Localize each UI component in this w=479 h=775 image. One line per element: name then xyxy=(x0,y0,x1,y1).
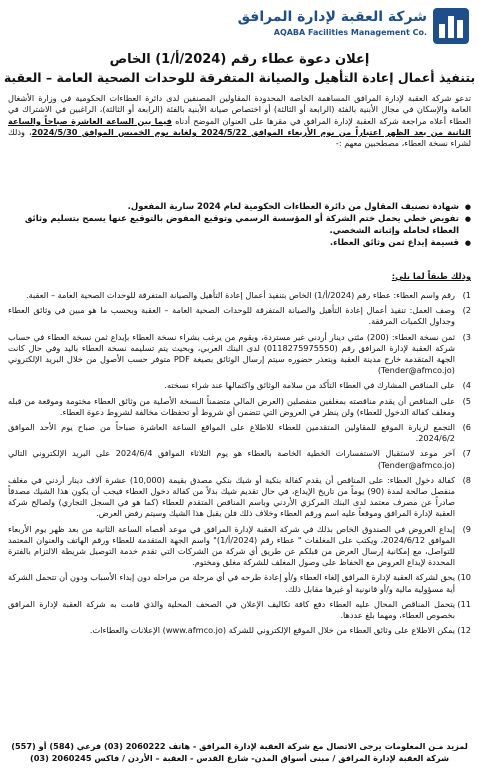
term-item xyxy=(8,332,471,377)
term-text: ثمن نسخة العطاء: (200) مئتي دينار أردني غير مستردة، ويقوم من يرغب بشراء نسخة العطاء بإيداع ثمن نسخة العطاء في حساب شركة العقبة لإدارة المرافق رقم (0118275975550) لدى البنك العربي، وبحيث يتم تسليمه نسخة العطاء باليد وفي حال كانت الجهة المتقدمة خارج مدينة العقبة ويتعذر حضوره سيتم إرسال الوثائق بصيغة PDF متوفر حسب الأصول من خلال البريد الإلكتروني (Tender@afmco.jo) xyxy=(8,331,456,376)
header xyxy=(8,6,471,50)
term-text: إيداع العروض في الصندوق الخاص بذلك في شركة العقبة لإدارة المرافق في موعد أقصاه الساعة الثانية من بعد ظهر يوم الأربعاء الموافق 2024/6/12، ويكتب على المغلفات " عطاء رقم (2024/أ/1)" واسم الجهة المتقدمة للعطاء ورقم الهاتف والعنوان المعتمد للتواصل، مع إمكانية إرسال العرض من قبلكم عن طريق أي شركة من الشركات التي تقدم خدمة التوصيل شريطة الالتزام بالفترة المحددة لإيداع العروض مع الحفاظ على وصول المغلف للشركة مغلق ومختوم. xyxy=(8,523,456,568)
term-number: 3) xyxy=(462,331,471,342)
term-number: 7) xyxy=(462,448,471,459)
requirement-item: ● تفويض خطي يحمل ختم الشركة أو المؤسسة الرسمي وتوقيع المفوض بالتوقيع عنها يسمح بتسليم وثائق العطاء لحامله وإثباته الشخصي. xyxy=(8,213,471,237)
term-text: رقم واسم العطاء: عطاء رقم (2024/أ/1) الخاص بتنفيذ أعمال إعادة التأهيل والصيانة المتفرقة للوحدات الصحية العامة – العقبة. xyxy=(26,290,455,300)
requirement-item: ● شهادة تصنيف المقاول من دائرة العطاءات الحكومية لعام 2024 سارية المفعول. xyxy=(8,201,471,213)
contact-footer xyxy=(8,740,471,764)
term-number: 8) xyxy=(462,474,471,485)
requirements-list xyxy=(8,201,471,249)
company-name-block xyxy=(238,8,427,37)
term-item xyxy=(8,572,471,594)
term-item xyxy=(8,599,471,621)
contact-line-1: لمزيد مـن المعلومات يرجى الاتصال مع شركة العقبة لإدارة المرافق - هاتف 2060222 (03) فرعي (584) أو (557) xyxy=(11,741,468,751)
company-name-en: AQABA Facilities Management Co. xyxy=(273,28,427,37)
term-number: 10) xyxy=(457,572,471,583)
requirement-item: ● قسيمة إيداع ثمن وثائق العطاء. xyxy=(8,237,471,249)
term-item xyxy=(8,380,471,391)
term-number: 12) xyxy=(457,625,471,636)
term-text: يحق لشركة العقبة لإدارة المرافق إلغاء العطاء و/أو إعادة طرحه في أي مرحلة من مراحله دون إبداء الأسباب ودون أن تتحمل الشركة أية مسؤولية مالية و/أو قانونية أو غيرها مقابل ذلك. xyxy=(8,572,455,594)
terms-list xyxy=(8,290,471,640)
intro-dates: فيما بين الساعة العاشرة صباحاً والساعة الثانية من بعد الظهر اعتباراً من يوم الأربعاء الموافق 2024/5/22 ولغاية يوم الخميس الموافق 2024/5/30 xyxy=(8,115,471,137)
term-text: على المناقص المشارك في العطاء التأكد من سلامة الوثائق واكتمالها عند شراء نسخته. xyxy=(164,380,455,391)
term-item xyxy=(8,422,471,444)
term-item xyxy=(8,524,471,569)
aqaba-logo xyxy=(431,6,471,46)
terms-heading: وذلك طبقاً لما يلي: xyxy=(391,271,471,281)
term-text: على المناقص أن يقدم مناقصته بمغلفين منفصلين (العرض المالي متضمناً النسخة الأصلية من وثائق العطاء مختومة وموقعة من قبله ومغلف كفالة الدخول للعطاء) ولن ينظر في العروض التي تتضمن أي شروط أو تحفظات مخالفة لشروط دعوة العطاء. xyxy=(8,395,455,417)
term-item xyxy=(8,475,471,520)
term-item xyxy=(8,305,471,327)
term-item xyxy=(8,448,471,470)
term-text: كفالة دخول العطاء: على المناقص أن يقدم كفالة بنكية أو شيك بنكي مصدق بقيمة (10,000) عشرة آلاف دينار أردني في مغلف منفصل صالحة لمدة (90) يوماً من تاريخ الإيداع، في حال تقديم شيك بدلاً من كفالة دخول العطاء فيجب أن يكون هذا الشيك مصدقاً صادراً عن مصرف معتمد لدى البنك المركزي الأردني وباسم المناقص المتقدم للعطاء (كما هو في السجل التجاري) ولصالح شركة العقبة لإدارة المرافق وموقعاً عليه اسم ورقم العطاء وخلاف ذلك فلن يقبل هذا الشيك وسيتم رفض العرض. xyxy=(8,474,455,519)
term-number: 9) xyxy=(462,523,471,534)
term-text: التجمع لزيارة الموقع للمقاولين المتقدمين للعطاء للاطلاع على المواقع الساعة العاشرة صباحاً من صباح يوم الأحد الموافق 2024/6/2. xyxy=(8,422,455,444)
term-text: وصف العمل: تنفيذ أعمال إعادة التأهيل والصيانة المتفرقة للوحدات الصحية العامة – العقبة وبحسب ما هو مبين في وثائق العطاء وجداول الكميات المرفقة. xyxy=(8,305,455,327)
contact-line-2: شركة العقبة لإدارة المرافق / مبنى أسواق المدن- شارع القدس - العقبة – الأردن / فاكس 2060245 (03) xyxy=(29,753,450,763)
announcement-title: إعلان دعوة عطاء رقم (2024/أ/1) الخاص xyxy=(109,52,370,67)
term-item xyxy=(8,396,471,418)
term-number: 1) xyxy=(462,290,471,300)
term-text: آخر موعد لاستقبال الاستفسارات الخطية الخاصة بالعطاء هو يوم الثلاثاء الموافق 2024/6/4 على البريد الإلكتروني التالي (Tender@afmco.jo) xyxy=(8,448,455,470)
term-text: يتحمل المناقص المحال عليه العطاء دفع كافة تكاليف الإعلان في الصحف المحلية والذي قامت به شركة العقبة لإدارة المرافق بخصوص العطاء، ومهما بلغ عددها. xyxy=(8,598,455,621)
term-number: 11) xyxy=(457,598,471,609)
term-text: يمكن الاطلاع على وثائق العطاء من خلال الموقع الإلكتروني للشركة (www.afmco.jo) الإعلانات والعطاءات. xyxy=(89,625,455,636)
term-item xyxy=(8,290,471,301)
term-item xyxy=(8,625,471,636)
intro-paragraph xyxy=(8,93,471,149)
announcement-subtitle: بتنفيذ أعمال إعادة التأهيل والصيانة المتفرقة للوحدات الصحية العامة – العقبة xyxy=(3,70,476,85)
company-name-ar: شركة العقبة لإدارة المرافق xyxy=(237,9,427,25)
term-number: 6) xyxy=(462,422,471,433)
intro-text: تدعو شركة العقبة لإدارة المرافق المساهمة الخاصة المحدودة المقاولين المصنفين لدى دائرة العطاءات الحكومية في وزارة الأشغال العامة والإسكان في مجال الأبنية بالفئة (الرابعة أو الثالثة) أو اختصاص صيانة الأبنية بالفئة (الرابعة أو الثالثة)، الراغبين في الاشتراك في العطاء أعلاه مراجعة شركة العقبة لإدارة المرافق في مقرها على العنوان الموضح أدناه xyxy=(8,93,472,126)
term-number: 4) xyxy=(462,380,471,391)
term-number: 5) xyxy=(462,395,471,406)
term-number: 2) xyxy=(462,305,471,316)
intro-end: ، وذلك لشراء نسخة العطاء، مصطحبين معهم :- xyxy=(8,126,471,149)
